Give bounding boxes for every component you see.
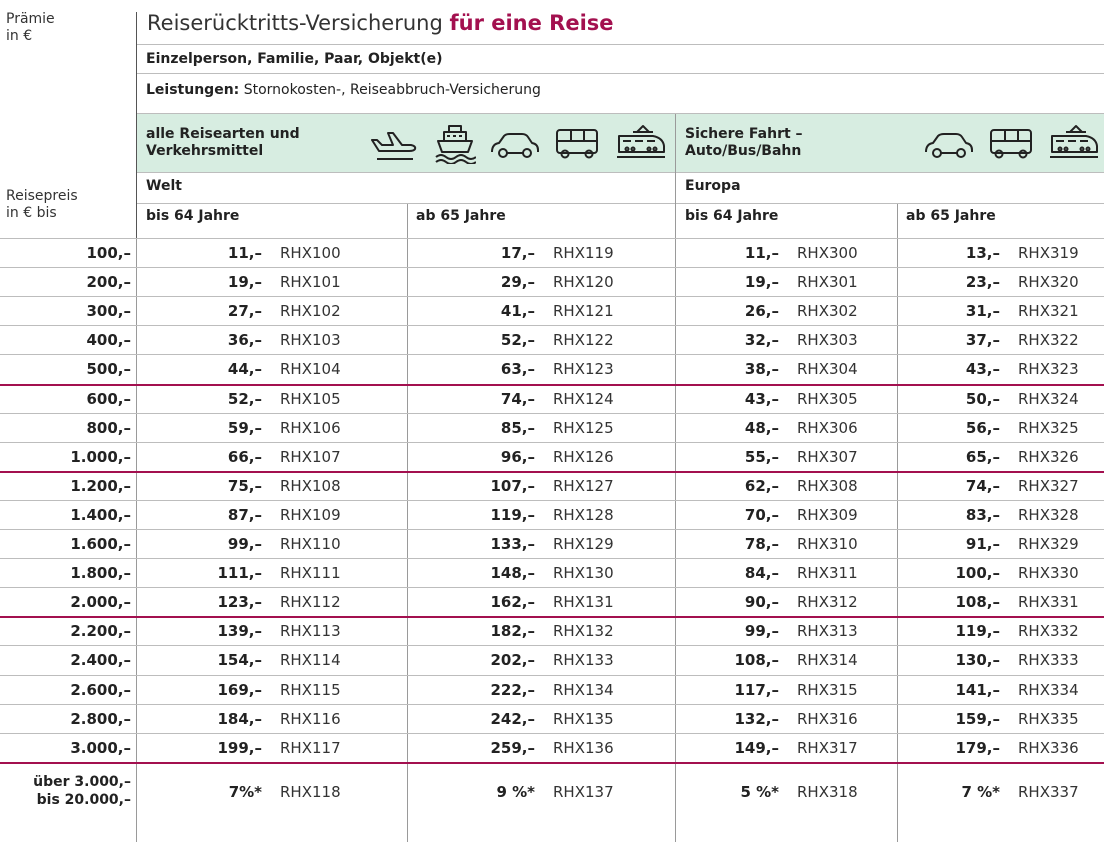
premium-amount: 99,– bbox=[227, 535, 262, 553]
premium-amount: 31,– bbox=[965, 302, 1000, 320]
premium-amount: 63,– bbox=[500, 360, 535, 378]
tariff-code: RHX312 bbox=[797, 593, 858, 611]
all-travel-label bbox=[146, 126, 300, 160]
safe-drive-label bbox=[685, 126, 803, 160]
table-title bbox=[137, 0, 1104, 45]
tariff-code: RHX304 bbox=[797, 360, 858, 378]
premium-amount: 84,– bbox=[744, 564, 779, 582]
premium-amount: 83,– bbox=[965, 506, 1000, 524]
premium-label bbox=[6, 11, 55, 45]
premium-amount: 149,– bbox=[734, 739, 779, 757]
premium-amount: 184,– bbox=[217, 710, 262, 728]
tariff-code: RHX323 bbox=[1018, 360, 1079, 378]
tariff-code: RHX115 bbox=[280, 681, 341, 699]
premium-amount: 36,– bbox=[227, 331, 262, 349]
premium-amount: 91,– bbox=[965, 535, 1000, 553]
tariff-code: RHX331 bbox=[1018, 593, 1079, 611]
services-label: Leistungen: bbox=[146, 82, 240, 98]
table-row bbox=[0, 587, 1104, 616]
tariff-code: RHX319 bbox=[1018, 244, 1079, 262]
tariff-code: RHX122 bbox=[553, 331, 614, 349]
premium-amount: 26,– bbox=[744, 302, 779, 320]
travel-price: 300,– bbox=[86, 302, 131, 320]
tariff-code: RHX318 bbox=[797, 783, 858, 801]
premium-amount: 11,– bbox=[744, 244, 779, 262]
table-row bbox=[0, 558, 1104, 587]
table-row bbox=[0, 325, 1104, 354]
table-row bbox=[0, 413, 1104, 442]
travel-price: 400,– bbox=[86, 331, 131, 349]
premium-amount: 37,– bbox=[965, 331, 1000, 349]
table-row bbox=[0, 616, 1104, 645]
table-row bbox=[0, 267, 1104, 296]
bus-icon bbox=[988, 128, 1034, 160]
tariff-code: RHX137 bbox=[553, 783, 614, 801]
premium-amount: 75,– bbox=[227, 477, 262, 495]
premium-amount: 90,– bbox=[744, 593, 779, 611]
tariff-code: RHX108 bbox=[280, 477, 341, 495]
tariff-code: RHX328 bbox=[1018, 506, 1079, 524]
header-safe-drive bbox=[676, 114, 1104, 173]
price-range-from: über 3.000,– bbox=[33, 774, 131, 790]
premium-amount: 59,– bbox=[227, 419, 262, 437]
premium-amount: 154,– bbox=[217, 651, 262, 669]
tariff-code: RHX310 bbox=[797, 535, 858, 553]
tariff-code: RHX320 bbox=[1018, 273, 1079, 291]
premium-amount: 108,– bbox=[734, 651, 779, 669]
tariff-code: RHX118 bbox=[280, 783, 341, 801]
premium-label-text: Prämie bbox=[6, 11, 55, 27]
travel-price: 1.000,– bbox=[70, 448, 131, 466]
tariff-code: RHX303 bbox=[797, 331, 858, 349]
tariff-code: RHX136 bbox=[553, 739, 614, 757]
tariff-code: RHX335 bbox=[1018, 710, 1079, 728]
premium-amount: 65,– bbox=[965, 448, 1000, 466]
car-icon bbox=[924, 132, 974, 160]
table-row bbox=[0, 442, 1104, 471]
premium-amount: 41,– bbox=[500, 302, 535, 320]
tariff-code: RHX332 bbox=[1018, 622, 1079, 640]
title-accent: für eine Reise bbox=[449, 11, 614, 35]
premium-amount: 48,– bbox=[744, 419, 779, 437]
tariff-code: RHX314 bbox=[797, 651, 858, 669]
table-row bbox=[0, 704, 1104, 733]
premium-amount: 38,– bbox=[744, 360, 779, 378]
persons-row bbox=[137, 45, 1104, 74]
premium-unit-text: in € bbox=[6, 28, 33, 44]
services-row bbox=[137, 74, 1104, 114]
premium-amount: 141,– bbox=[955, 681, 1000, 699]
transport-icons-a bbox=[369, 124, 669, 164]
tariff-code: RHX114 bbox=[280, 651, 341, 669]
premium-amount: 23,– bbox=[965, 273, 1000, 291]
table-row bbox=[0, 384, 1104, 413]
tariff-code: RHX311 bbox=[797, 564, 858, 582]
tariff-code: RHX313 bbox=[797, 622, 858, 640]
premium-amount: 43,– bbox=[744, 390, 779, 408]
travel-price: 500,– bbox=[86, 360, 131, 378]
tariff-code: RHX333 bbox=[1018, 651, 1079, 669]
travel-price: 800,– bbox=[86, 419, 131, 437]
premium-amount: 159,– bbox=[955, 710, 1000, 728]
tariff-code: RHX103 bbox=[280, 331, 341, 349]
premium-amount: 132,– bbox=[734, 710, 779, 728]
safe-drive-line2: Auto/Bus/Bahn bbox=[685, 143, 802, 159]
tariff-code: RHX119 bbox=[553, 244, 614, 262]
tariff-code: RHX336 bbox=[1018, 739, 1079, 757]
title-text bbox=[147, 11, 614, 35]
premium-amount: 199,– bbox=[217, 739, 262, 757]
travel-price: 3.000,– bbox=[70, 739, 131, 757]
tariff-code: RHX100 bbox=[280, 244, 341, 262]
travel-price-range bbox=[33, 773, 131, 809]
table-row bbox=[0, 500, 1104, 529]
region-europe: Europa bbox=[685, 178, 741, 194]
premium-amount: 123,– bbox=[217, 593, 262, 611]
premium-amount: 62,– bbox=[744, 477, 779, 495]
table-row bbox=[0, 238, 1104, 267]
tariff-code: RHX302 bbox=[797, 302, 858, 320]
table-row bbox=[0, 675, 1104, 704]
premium-amount: 29,– bbox=[500, 273, 535, 291]
premium-percent: 9 %* bbox=[496, 783, 535, 801]
tariff-code: RHX117 bbox=[280, 739, 341, 757]
table-row bbox=[0, 645, 1104, 674]
table-row-open-range bbox=[0, 764, 1104, 818]
premium-amount: 66,– bbox=[227, 448, 262, 466]
tariff-code: RHX112 bbox=[280, 593, 341, 611]
tariff-code: RHX322 bbox=[1018, 331, 1079, 349]
price-unit-text: in € bis bbox=[6, 205, 57, 221]
premium-amount: 32,– bbox=[744, 331, 779, 349]
all-travel-line2: Verkehrsmittel bbox=[146, 143, 264, 159]
tariff-code: RHX317 bbox=[797, 739, 858, 757]
tariff-code: RHX334 bbox=[1018, 681, 1079, 699]
tariff-code: RHX316 bbox=[797, 710, 858, 728]
age-europe-over-65: ab 65 Jahre bbox=[906, 208, 996, 224]
travel-price: 2.000,– bbox=[70, 593, 131, 611]
premium-amount: 19,– bbox=[744, 273, 779, 291]
premium-amount: 259,– bbox=[490, 739, 535, 757]
tariff-code: RHX130 bbox=[553, 564, 614, 582]
age-world-under-65: bis 64 Jahre bbox=[146, 208, 240, 224]
tariff-code: RHX300 bbox=[797, 244, 858, 262]
travel-price: 1.600,– bbox=[70, 535, 131, 553]
table-row bbox=[0, 733, 1104, 762]
premium-amount: 17,– bbox=[500, 244, 535, 262]
travel-price: 1.400,– bbox=[70, 506, 131, 524]
plane-icon bbox=[369, 128, 419, 164]
tariff-code: RHX107 bbox=[280, 448, 341, 466]
premium-amount: 74,– bbox=[965, 477, 1000, 495]
tariff-code: RHX329 bbox=[1018, 535, 1079, 553]
tariff-code: RHX104 bbox=[280, 360, 341, 378]
region-world: Welt bbox=[146, 178, 182, 194]
table-row bbox=[0, 529, 1104, 558]
premium-amount: 44,– bbox=[227, 360, 262, 378]
travel-price: 2.800,– bbox=[70, 710, 131, 728]
ship-icon bbox=[434, 124, 476, 164]
price-range-to: bis 20.000,– bbox=[36, 792, 131, 808]
tariff-code: RHX315 bbox=[797, 681, 858, 699]
tariff-code: RHX113 bbox=[280, 622, 341, 640]
travel-price: 200,– bbox=[86, 273, 131, 291]
bus-icon bbox=[554, 128, 600, 160]
tariff-code: RHX125 bbox=[553, 419, 614, 437]
premium-amount: 78,– bbox=[744, 535, 779, 553]
tariff-code: RHX111 bbox=[280, 564, 341, 582]
premium-amount: 133,– bbox=[490, 535, 535, 553]
tariff-code: RHX128 bbox=[553, 506, 614, 524]
travel-price: 1.200,– bbox=[70, 477, 131, 495]
premium-amount: 100,– bbox=[955, 564, 1000, 582]
tariff-code: RHX109 bbox=[280, 506, 341, 524]
tariff-code: RHX120 bbox=[553, 273, 614, 291]
premium-amount: 119,– bbox=[955, 622, 1000, 640]
table-row bbox=[0, 471, 1104, 500]
premium-amount: 222,– bbox=[490, 681, 535, 699]
premium-amount: 148,– bbox=[490, 564, 535, 582]
car-icon bbox=[490, 132, 540, 160]
tariff-code: RHX121 bbox=[553, 302, 614, 320]
tariff-code: RHX308 bbox=[797, 477, 858, 495]
table-row bbox=[0, 296, 1104, 325]
tariff-code: RHX135 bbox=[553, 710, 614, 728]
tariff-code: RHX106 bbox=[280, 419, 341, 437]
header-all-travel bbox=[137, 114, 675, 173]
transport-icons-b bbox=[924, 124, 1104, 164]
tariff-code: RHX307 bbox=[797, 448, 858, 466]
tariff-code: RHX129 bbox=[553, 535, 614, 553]
age-europe-under-65: bis 64 Jahre bbox=[685, 208, 779, 224]
tariff-code: RHX124 bbox=[553, 390, 614, 408]
premium-amount: 182,– bbox=[490, 622, 535, 640]
tariff-code: RHX321 bbox=[1018, 302, 1079, 320]
premium-amount: 242,– bbox=[490, 710, 535, 728]
tariff-code: RHX305 bbox=[797, 390, 858, 408]
premium-amount: 56,– bbox=[965, 419, 1000, 437]
premium-amount: 55,– bbox=[744, 448, 779, 466]
tariff-code: RHX127 bbox=[553, 477, 614, 495]
travel-price: 600,– bbox=[86, 390, 131, 408]
premium-amount: 179,– bbox=[955, 739, 1000, 757]
tariff-code: RHX131 bbox=[553, 593, 614, 611]
tariff-code: RHX123 bbox=[553, 360, 614, 378]
premium-amount: 27,– bbox=[227, 302, 262, 320]
premium-amount: 70,– bbox=[744, 506, 779, 524]
price-label bbox=[6, 188, 78, 222]
services-value: Stornokosten-, Reiseabbruch-Versicherung bbox=[239, 82, 541, 98]
premium-amount: 43,– bbox=[965, 360, 1000, 378]
premium-amount: 13,– bbox=[965, 244, 1000, 262]
premium-amount: 162,– bbox=[490, 593, 535, 611]
premium-amount: 139,– bbox=[217, 622, 262, 640]
travel-price: 2.400,– bbox=[70, 651, 131, 669]
tariff-code: RHX324 bbox=[1018, 390, 1079, 408]
services-text bbox=[137, 74, 1104, 100]
travel-price: 1.800,– bbox=[70, 564, 131, 582]
premium-amount: 117,– bbox=[734, 681, 779, 699]
premium-amount: 107,– bbox=[490, 477, 535, 495]
tariff-code: RHX325 bbox=[1018, 419, 1079, 437]
tariff-code: RHX101 bbox=[280, 273, 341, 291]
premium-amount: 202,– bbox=[490, 651, 535, 669]
premium-percent: 7%* bbox=[228, 783, 262, 801]
tariff-code: RHX110 bbox=[280, 535, 341, 553]
premium-percent: 7 %* bbox=[961, 783, 1000, 801]
premium-percent: 5 %* bbox=[740, 783, 779, 801]
tariff-code: RHX301 bbox=[797, 273, 858, 291]
tariff-code: RHX126 bbox=[553, 448, 614, 466]
title-plain: Reiserücktritts-Versicherung bbox=[147, 11, 450, 35]
tariff-code: RHX134 bbox=[553, 681, 614, 699]
price-label-text: Reisepreis bbox=[6, 188, 78, 204]
premium-amount: 74,– bbox=[500, 390, 535, 408]
train-icon bbox=[615, 124, 667, 162]
tariff-code: RHX105 bbox=[280, 390, 341, 408]
premium-amount: 99,– bbox=[744, 622, 779, 640]
premium-amount: 119,– bbox=[490, 506, 535, 524]
tariff-code: RHX309 bbox=[797, 506, 858, 524]
premium-amount: 111,– bbox=[217, 564, 262, 582]
table-row bbox=[0, 354, 1104, 383]
travel-price: 2.200,– bbox=[70, 622, 131, 640]
train-icon bbox=[1048, 124, 1100, 162]
premium-amount: 11,– bbox=[227, 244, 262, 262]
premium-amount: 108,– bbox=[955, 593, 1000, 611]
tariff-code: RHX306 bbox=[797, 419, 858, 437]
tariff-code: RHX133 bbox=[553, 651, 614, 669]
premium-amount: 87,– bbox=[227, 506, 262, 524]
tariff-code: RHX337 bbox=[1018, 783, 1079, 801]
travel-price: 2.600,– bbox=[70, 681, 131, 699]
tariff-code: RHX327 bbox=[1018, 477, 1079, 495]
premium-amount: 169,– bbox=[217, 681, 262, 699]
travel-price: 100,– bbox=[86, 244, 131, 262]
premium-amount: 19,– bbox=[227, 273, 262, 291]
tariff-code: RHX132 bbox=[553, 622, 614, 640]
premium-amount: 52,– bbox=[500, 331, 535, 349]
premium-amount: 130,– bbox=[955, 651, 1000, 669]
age-world-over-65: ab 65 Jahre bbox=[416, 208, 506, 224]
region-divider bbox=[137, 203, 1104, 204]
premium-amount: 85,– bbox=[500, 419, 535, 437]
tariff-code: RHX116 bbox=[280, 710, 341, 728]
safe-drive-line1: Sichere Fahrt – bbox=[685, 126, 803, 142]
tariff-code: RHX330 bbox=[1018, 564, 1079, 582]
tariff-code: RHX326 bbox=[1018, 448, 1079, 466]
all-travel-line1: alle Reisearten und bbox=[146, 126, 300, 142]
premium-amount: 96,– bbox=[500, 448, 535, 466]
premium-amount: 52,– bbox=[227, 390, 262, 408]
persons-text: Einzelperson, Familie, Paar, Objekt(e) bbox=[146, 51, 443, 67]
tariff-code: RHX102 bbox=[280, 302, 341, 320]
premium-amount: 50,– bbox=[965, 390, 1000, 408]
